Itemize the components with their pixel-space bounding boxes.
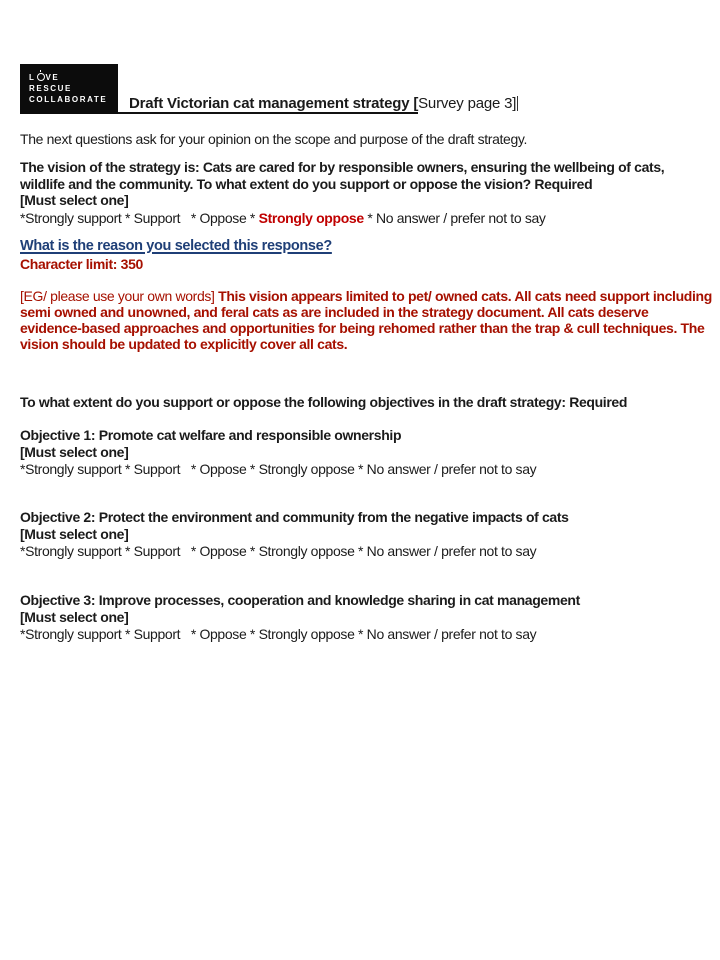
love-rescue-collaborate-logo bbox=[20, 64, 118, 114]
options-text: *Strongly support * Support * Oppose * bbox=[20, 209, 259, 226]
text-cursor bbox=[517, 96, 518, 111]
objectives-intro: To what extent do you support or oppose the following objectives in the draft strategy: Required bbox=[20, 394, 628, 410]
document-title[interactable] bbox=[118, 95, 708, 112]
objective-2-title: Objective 2: Protect the environment and community from the negative impacts of cats bbox=[20, 509, 569, 525]
must-select-one-label: [Must select one] bbox=[20, 609, 129, 625]
must-select-one-label: [Must select one] bbox=[20, 526, 129, 542]
options-text: * No answer / prefer not to say bbox=[363, 209, 546, 226]
logo-line-rescue: RESCUE bbox=[29, 84, 72, 93]
objective-1-title: Objective 1: Promote cat welfare and responsible ownership bbox=[20, 427, 402, 443]
objective-2-options: *Strongly support * Support * Oppose * Strongly oppose * No answer / prefer not to say bbox=[20, 543, 537, 559]
logo-line-collaborate: COLLABORATE bbox=[29, 95, 108, 104]
vision-question-text: The vision of the strategy is: Cats are cared for by responsible owners, ensuring the wellbeing of cats, wildlife and the community. To what extent do you support or oppose the vision? Required bbox=[20, 159, 665, 192]
selected-option-strongly-oppose: Strongly oppose bbox=[258, 209, 364, 226]
character-limit-label: Character limit: 350 bbox=[20, 256, 143, 272]
reason-question-heading: What is the reason you selected this response? bbox=[20, 238, 332, 254]
stylized-o-icon bbox=[37, 73, 45, 81]
vision-question-block bbox=[20, 159, 712, 226]
objective-3-options: *Strongly support * Support * Oppose * Strongly oppose * No answer / prefer not to say bbox=[20, 626, 537, 642]
logo-text: VE bbox=[45, 73, 60, 82]
logo-line-love bbox=[29, 72, 118, 83]
logo-text: L bbox=[29, 73, 36, 82]
objective-3-title: Objective 3: Improve processes, cooperation and knowledge sharing in cat management bbox=[20, 592, 580, 608]
title-plain-text: Survey page 3] bbox=[418, 95, 517, 112]
vision-answer-options bbox=[20, 210, 712, 227]
must-select-one-label: [Must select one] bbox=[20, 444, 129, 460]
reason-answer-paragraph[interactable] bbox=[20, 288, 712, 352]
answer-instruction-text: [EG/ please use your own words] bbox=[20, 288, 219, 304]
intro-paragraph: The next questions ask for your opinion on the scope and purpose of the draft strategy. bbox=[20, 131, 528, 147]
title-underlined-text: Draft Victorian cat management strategy [ bbox=[118, 95, 418, 114]
must-select-one-label: [Must select one] bbox=[20, 192, 129, 208]
objective-1-options: *Strongly support * Support * Oppose * Strongly oppose * No answer / prefer not to say bbox=[20, 461, 537, 477]
objective-1-block bbox=[20, 427, 712, 478]
objective-3-block bbox=[20, 592, 712, 643]
objective-2-block bbox=[20, 509, 712, 560]
answer-body-text: This vision appears limited to pet/ owned cats. All cats need support including semi owned and unowned, and feral cats as are included in the strategy document. All cats deserve evidence-based approaches and opportunities for being rehomed rather than the trap & cull techniques. The vision should be updated to explicitly cover all cats. bbox=[20, 288, 712, 352]
